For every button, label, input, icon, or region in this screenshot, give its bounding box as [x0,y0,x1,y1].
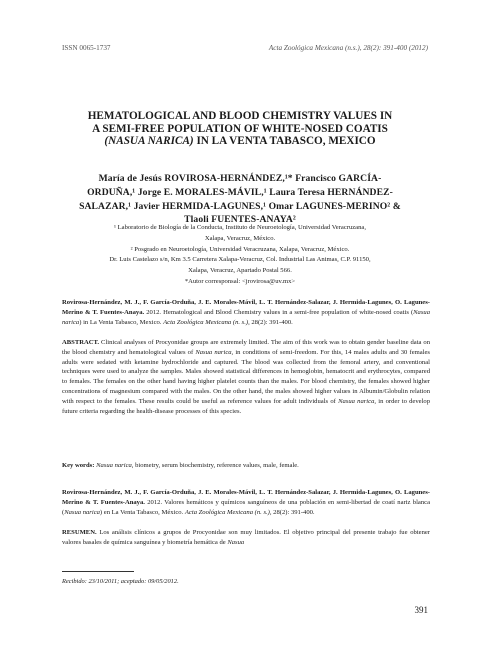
author-list [62,172,418,227]
citation-en-text-3: 28(2): 391-400. [249,318,293,326]
citation-en-text-2: ) in La Venta Tabasco, Mexico. [79,318,164,326]
journal-header: Acta Zoológica Mexicana (n.s.), 28(2): 391-400 (2012) [268,44,428,52]
citation-en-journal: Acta Zoológica Mexicana (n. s.), [163,318,250,326]
affiliation-1-city: Xalapa, Veracruz, México. [204,234,276,242]
abstract-label: ABSTRACT. [62,339,100,346]
title-line-3 [55,135,425,148]
affiliation-1: ¹ Laboratorio de Biología de la Conducta, Instituto de Neuroetología, Universidad Veracruzana, [114,224,366,231]
authors-line-4: Tlaoli FUENTES-ANAYA² [184,214,296,226]
title-species: (NASUA NARICA) [104,135,194,148]
resumen [62,528,430,548]
page-number: 391 [414,605,428,615]
authors-line-2: ORDUÑA,¹ Jorge E. MORALES-MÁVIL,¹ Laura Teresa HERNÁNDEZ- [87,186,393,198]
keywords-species: Nasua narica [96,462,132,469]
article-title [55,110,425,148]
resumen-label: RESUMEN. [62,529,97,536]
affiliation-3-city: Xalapa, Veracruz, Apartado Postal 566. [188,267,292,275]
abstract-species-2: Nasua narica [338,397,375,405]
keywords [62,461,430,471]
abstract-text-1: Clinical analyses of Procyonidae groups are extremely limited. The aim of this work was to obtain gender baseline data on the blood chemistry and hematological values of [62,339,430,356]
citation-es-journal: Acta Zoológica Mexicana (n. s.), [184,508,272,516]
authors-line-3: SALAZAR,¹ Javier HERMIDA-LAGUNES,¹ Omar LAGUNES-MERINO² & [79,200,401,212]
keywords-label: Key words: [62,462,95,469]
footnote-divider [62,571,134,572]
citation-en-species: Nasua narica [62,308,431,326]
citation-es-species: Nasua narica [64,508,100,516]
citation-es-text-2: ) en La Venta Tabasco, México. [99,508,185,516]
affiliation-2: ² Posgrado en Neuroetología, Universidad Veracruzana, Xalapa, Veracruz, México. [130,245,350,253]
citation-es-text-1: 2012. Valores hemáticos y químicos sanguíneos de una población en semi-libertad de coatí nariz blanca ( [62,498,431,516]
issn-header: ISSN 0065-1737 [62,44,111,52]
abstract [62,338,430,416]
title-line-2: A SEMI-FREE POPULATION OF WHITE-NOSED COATIS [92,122,388,135]
citation-english [62,298,430,327]
abstract-text-2: , in conditions of semi-freedom. For this, 14 males adults and 30 females adults were sedated with ketamine hydrochloride and captured. The blood was collected from the femoral artery, and conventional techniques were used to analyze the samples. Males showed statistical differences in hemoglobin, hematocrit and erythrocytes, compared to females. The females on the other hand having higher platelet counts than the males. For blood chemistry, the females showed higher concentrations of magnesium compared with the males. On the other hand, the males showed higher values in Albumin/Globulin relation with respect to the females. These results could be useful as reference values for adult individuals of [62,348,431,405]
corresponding-author: *Autor corresponsal: <jrovirosa@uv.mx> [184,277,296,285]
abstract-text-3: , in order to develop future criteria regarding the health-disease processes of this species. [62,397,431,415]
affiliation-3: Dr. Luis Castelazo s/n, Km 3.5 Carretera Xalapa-Veracruz, Col. Industrial Las Animas, C.P. 91150, [109,256,371,264]
title-line-3-rest: IN LA VENTA TABASCO, MEXICO [193,135,376,148]
citation-es-text-3: 28(2): 391-400. [271,508,315,516]
abstract-species-1: Nasua narica [195,348,232,356]
citation-es-authors: Rovirosa-Hernández, M. J., F. García-Orduña, J. E. Morales-Mávil, L. T. Hernández-Salazar, J. Hermida-Lagunes, O. Lagunes-Merino & T. Fuentes-Anaya. [62,489,430,506]
authors-line-1: María de Jesús ROVIROSA-HERNÁNDEZ,¹* Francisco GARCÍA- [98,173,382,184]
citation-en-text-1: 2012. Hematological and Blood Chemistry values in a semi-free population of white-nosed coatis ( [144,308,414,316]
received-date: Recibido: 23/10/2011; aceptado: 09/05/2012. [62,578,179,585]
resumen-species: Nasua [227,538,245,546]
citation-spanish [62,488,430,517]
affiliations [60,223,420,288]
resumen-text: Los análisis clínicos a grupos de Procyonidae son muy limitados. El objetivo principal del presente trabajo fue obtener valores basales de química sanguínea y biometría hemática de [62,529,430,546]
keywords-text: , biometry, serum biochemistry, reference values, male, female. [131,462,299,469]
title-line-1: HEMATOLOGICAL AND BLOOD CHEMISTRY VALUES IN [87,110,393,122]
citation-en-authors: Rovirosa-Hernández, M. J., F. García-Orduña, J. E. Morales-Mávil, L. T. Hernández-Salazar, J. Hermida-Lagunes, O. Lagunes-Merino & T. Fuentes-Anaya. [62,299,430,316]
